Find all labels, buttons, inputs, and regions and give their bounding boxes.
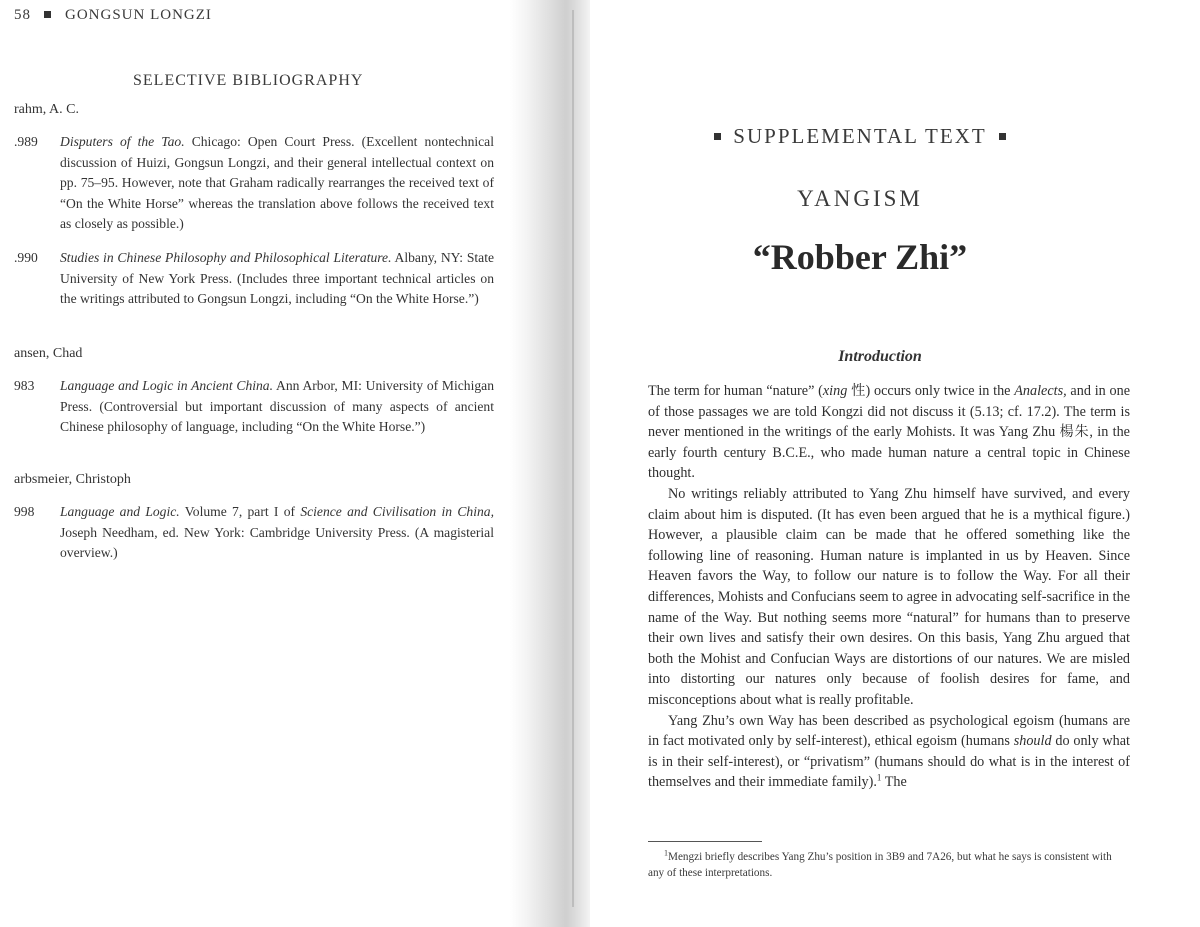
supplemental-label: SUPPLEMENTAL TEXT: [733, 124, 987, 148]
chapter-title: “Robber Zhi”: [752, 237, 968, 277]
entry-title: Language and Logic.: [60, 504, 180, 519]
italic-term: xing: [822, 383, 848, 399]
square-ornament-left: [714, 133, 721, 140]
page-number: 58: [14, 7, 31, 23]
text-run: The: [881, 774, 907, 791]
body-text: [648, 381, 1130, 793]
entry-year: .990: [14, 250, 38, 265]
header-square-ornament: [44, 11, 51, 18]
entry-title: Studies in Chinese Philosophy and Philosophical Literature.: [60, 250, 392, 265]
entry-series-title: Science and Civilisation in China,: [300, 504, 494, 519]
entry-title: Language and Logic in Ancient China.: [60, 378, 274, 393]
entry-description: Joseph Needham, ed. New York: Cambridge University Press. (A magisterial overview.): [60, 524, 494, 560]
author-name: ansen, Chad: [14, 346, 83, 361]
text-run: and in one of those passages we are told Kongzi did not discuss it (5.13; cf. 17.2). The term is never mentioned in the writings of the early Mohists. It was Yang Zhu 楊朱, in the early fourth century B.C.E., who made human nature a central topic in Chinese thought.: [648, 383, 1130, 482]
author-name: rahm, A. C.: [14, 102, 79, 117]
bibliography-entry: [14, 502, 494, 564]
running-head-title: GONGSUN LONGZI: [65, 7, 212, 23]
entry-year: 998: [14, 504, 35, 519]
text-run: Yang Zhu’s own Way has been described as psychological egoism (humans are in fact motivated only by self-interest), ethical egoism (humans: [648, 712, 1130, 750]
square-ornament-right: [999, 133, 1006, 140]
entry-title: Disputers of the Tao.: [60, 134, 185, 149]
text-run: 性) occurs only twice in the: [847, 383, 1015, 399]
section-title: YANGISM: [797, 186, 923, 211]
text-run: do only what is in their self-interest), or “privatism” (humans should do what is in the interest of themselves and their immediate family).: [648, 733, 1130, 791]
entry-description: Volume 7, part I of: [179, 504, 301, 519]
entry-year: 983: [14, 378, 35, 393]
paragraph: [648, 381, 1130, 484]
emphasis: should: [1013, 733, 1052, 750]
bibliography-entry: [14, 132, 494, 235]
text-run: The term for human “nature” (: [648, 383, 823, 399]
footnote-number: 1: [664, 848, 668, 858]
entry-description: Albany, NY: State University of New York Press. (Includes three important technical articles on the writings attributed to Gongsun Longzi, including “On the White Horse.”): [60, 250, 495, 306]
book-title: Analects,: [1014, 383, 1067, 399]
entry-year: .989: [14, 134, 38, 149]
footnote: [648, 849, 1130, 881]
bibliography-entry: [14, 248, 494, 310]
introduction-heading: Introduction: [838, 348, 922, 365]
paragraph: No writings reliably attributed to Yang Zhu himself have survived, and every claim about him is disputed. (It has even been argued that he is a mythical figure.) However, a plausible claim can be made that he offered something like the following line of reasoning. Human nature is implanted in us by Heaven. Since Heaven favors the Way, to follow our nature is to follow the Way. For all their differences, Mohists and Confucians seem to agree in advocating self-sacrifice in the name of the Way. But nothing seems more “natural” for humans than to preserve their own lives and satisfy their own desires. On this basis, Yang Zhu argued that both the Mohist and Confucian Ways are distortions of our natures. We are misled into distorting our natures only because of foolish desires for fame, and misconceptions about what is really profitable.: [648, 485, 1130, 708]
footnote-rule: [648, 841, 762, 842]
paragraph: [648, 711, 1130, 793]
left-page: [0, 0, 525, 927]
footnote-text: Mengzi briefly describes Yang Zhu’s position in 3B9 and 7A26, but what he says is consistent with any of these interpretations.: [648, 851, 1112, 879]
supplemental-heading: [560, 124, 1160, 149]
entry-description: Chicago: Open Court Press. (Excellent nontechnical discussion of Huizi, Gongsun Longzi, and their general intellectual context on pp. 75–95. However, note that Graham radically rearranges the received text of “On the White Horse” whereas the translation above follows the received text as closely as possible.): [60, 134, 494, 231]
footnote-marker: 1: [876, 772, 882, 783]
author-name: arbsmeier, Christoph: [14, 472, 131, 487]
entry-description: Ann Arbor, MI: University of Michigan Press. (Controversial but important discussion of many aspects of ancient Chinese philosophy of language, including “On the White Horse.”): [60, 378, 495, 434]
right-page: [560, 0, 1200, 927]
bibliography-entry: [14, 376, 494, 438]
running-header: [14, 7, 212, 24]
bibliography-title: SELECTIVE BIBLIOGRAPHY: [133, 72, 364, 89]
